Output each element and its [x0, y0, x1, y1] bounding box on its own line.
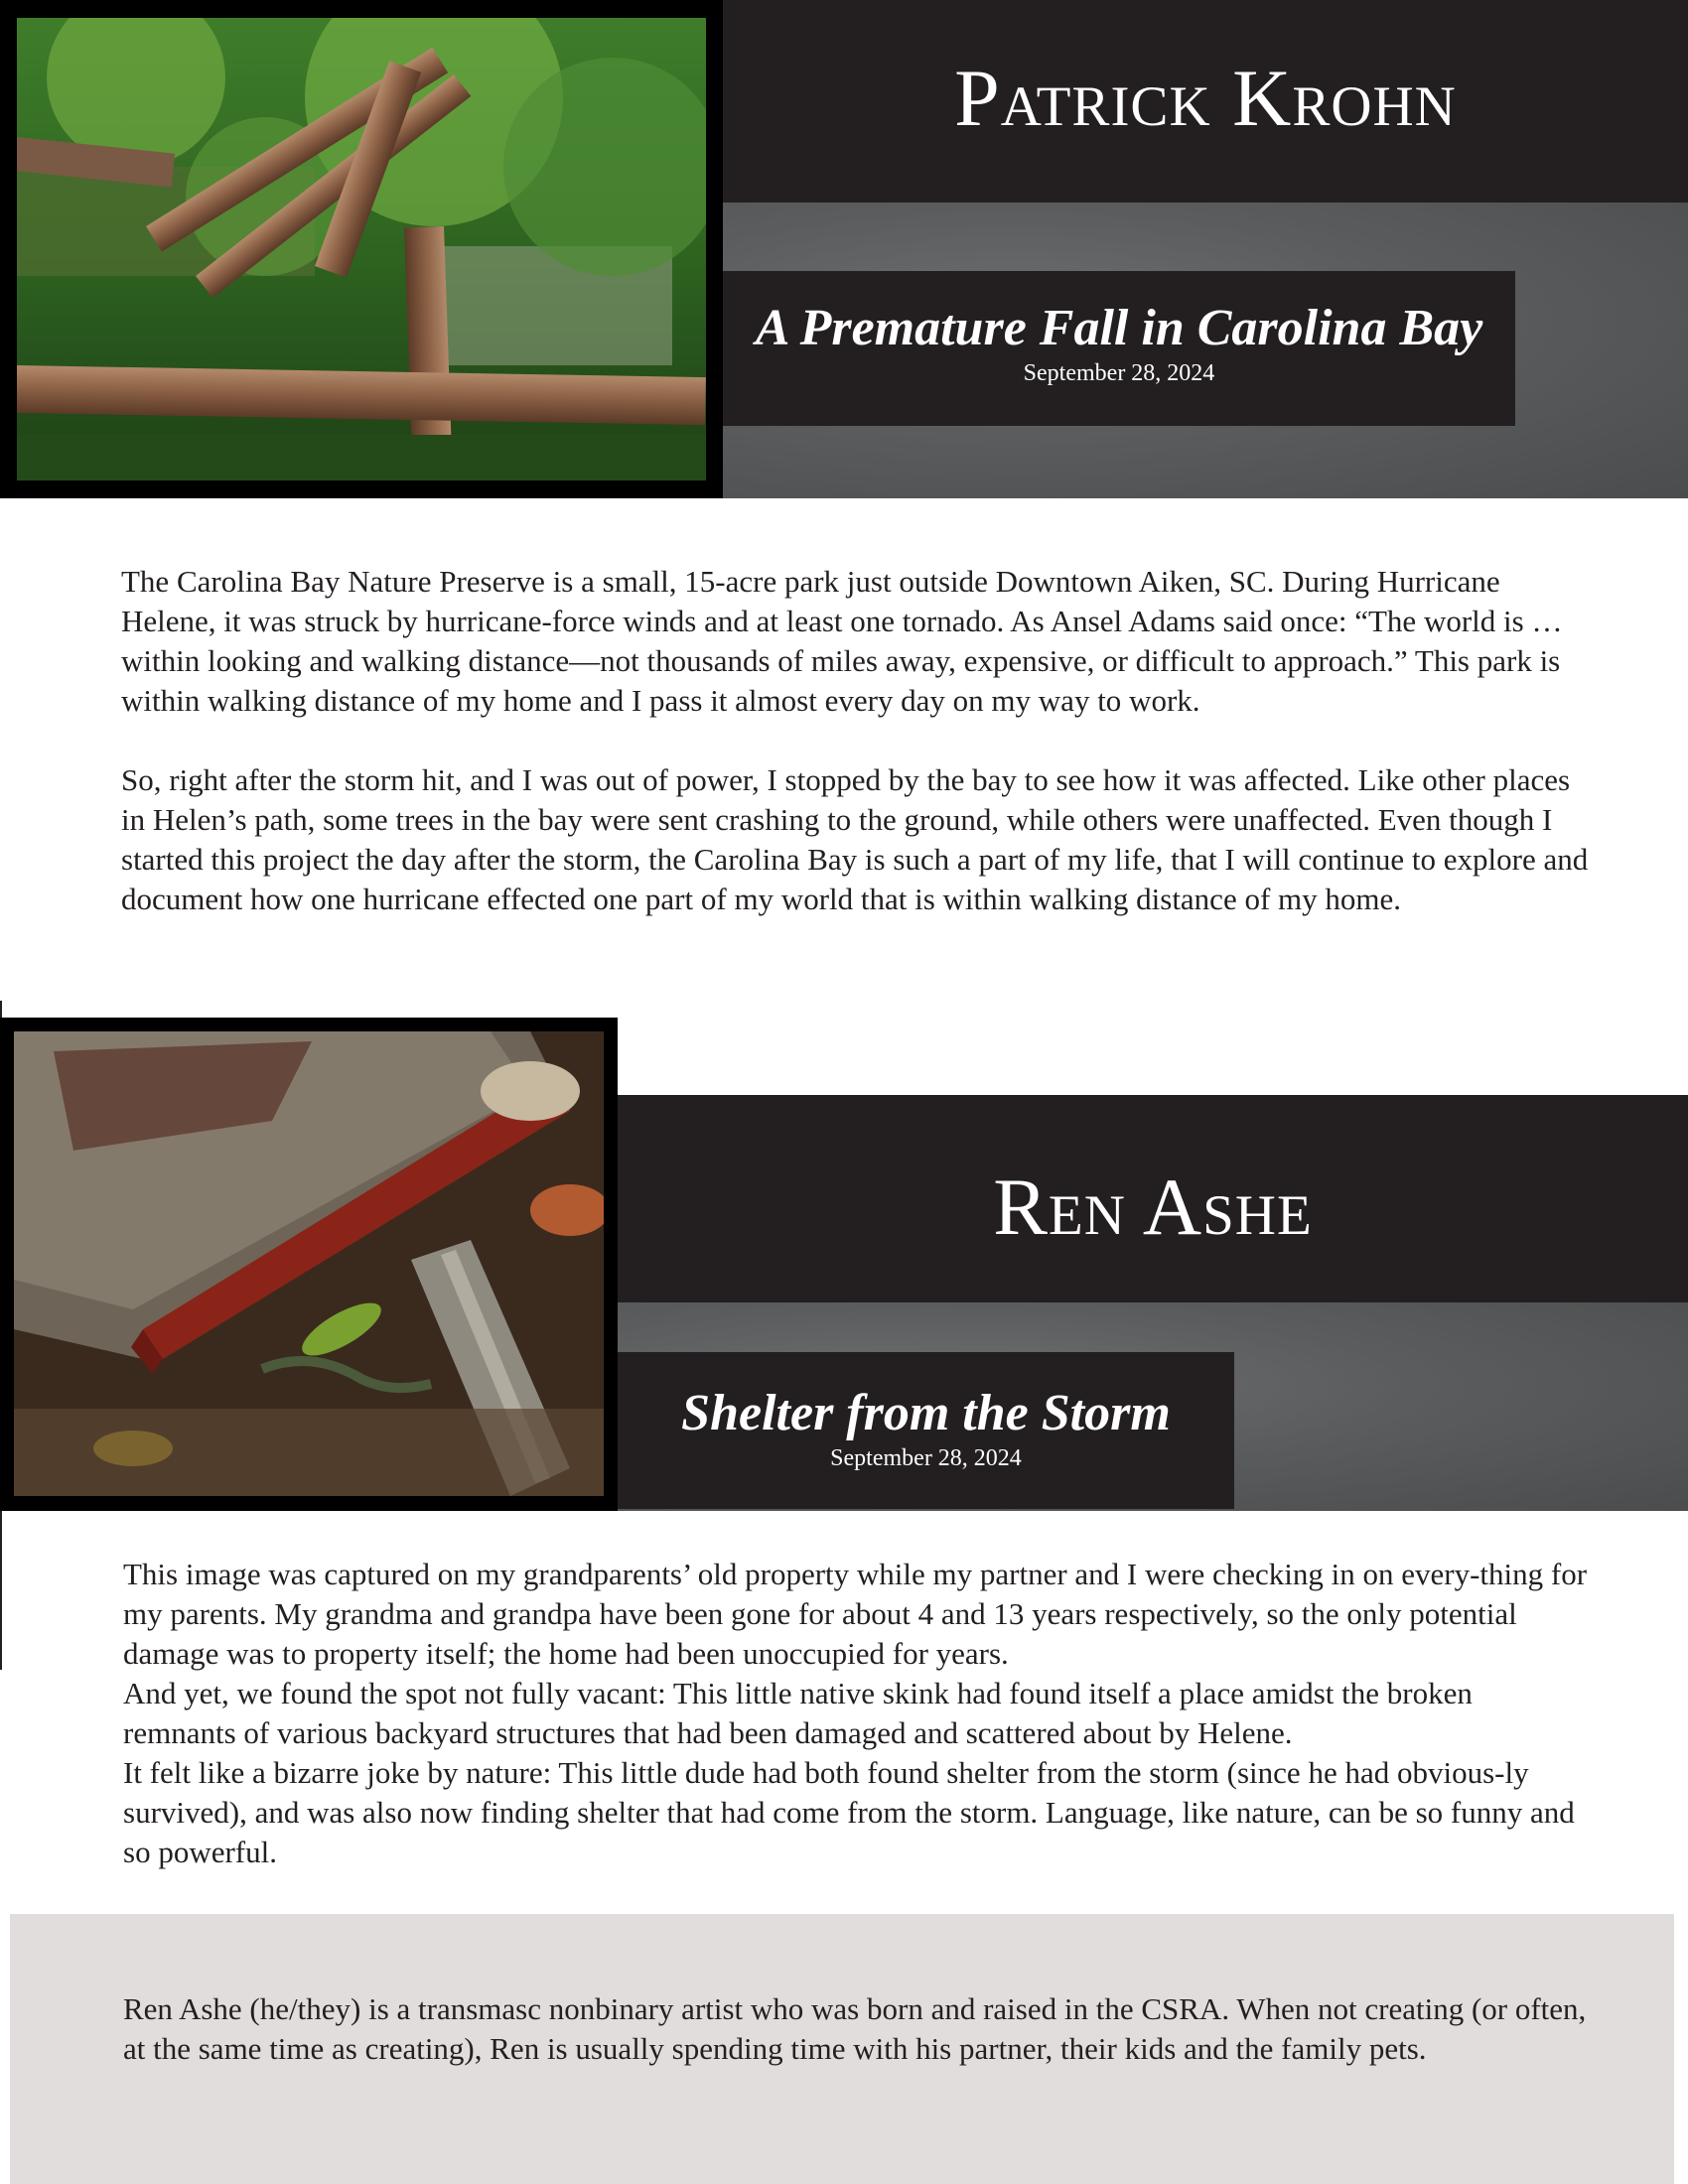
artist2-paragraph-1: This image was captured on my grandparents’ old property while my partner and I were checking in on every-thing for my parents. My grandma and grandpa have been gone for about 4 and 13 years respectively, so the only potential damage was to property itself; the home had been unoccupied for years. [123, 1557, 1588, 1671]
artist1-statement [121, 562, 1591, 919]
artist2-bio-box [10, 1914, 1674, 2184]
artist1-photo-frame [0, 0, 723, 498]
artist2-name: Ren Ashe [993, 1161, 1313, 1252]
artist1-title-box [723, 271, 1515, 426]
artist2-bio: Ren Ashe (he/they) is a transmasc nonbinary artist who was born and raised in the CSRA. When not creating (or often, at the same time as creating), Ren is usually spending time with his partner, their kids and the family pets. [123, 1991, 1587, 2066]
artist1-name: Patrick Krohn [954, 53, 1457, 143]
artist2-title-box [618, 1352, 1234, 1509]
artist1-paragraph-2: So, right after the storm hit, and I was out of power, I stopped by the bay to see how it was affected. Like other places in Helen’s path, some trees in the bay were sent crashing to the ground, while others were unaffected. Even though I started this project the day after the storm, the Carolina Bay is such a part of my life, that I will continue to explore and document how one hurricane effected one part of my world that is within walking distance of my home. [121, 762, 1589, 916]
artist1-paragraph-1: The Carolina Bay Nature Preserve is a small, 15-acre park just outside Downtown Aiken, SC. During Hurricane Helene, it was struck by hurricane-force winds and at least one tornado. As Ansel Adams said once: “The world is … within looking and walking distance—not thousands of miles away, expensive, or difficult to approach.” This park is within walking distance of my home and I pass it almost every day on my way to work. [121, 564, 1563, 718]
skink-in-debris-photo [14, 1031, 604, 1496]
skink-debris-scene-icon [14, 1031, 604, 1496]
artist2-paragraph-2: And yet, we found the spot not fully vacant: This little native skink had found itself a place amidst the broken remnants of various backyard structures that had been damaged and scattered about by Helene. [123, 1676, 1473, 1750]
artist2-statement [123, 1555, 1593, 1872]
forest-scene-icon [17, 18, 706, 480]
artist2-artwork-date: September 28, 2024 [830, 1445, 1022, 1471]
artist1-artwork-title: A Premature Fall in Carolina Bay [755, 300, 1483, 356]
fallen-pine-trees-photo [17, 18, 706, 480]
artist2-paragraph-3: It felt like a bizarre joke by nature: This little dude had both found shelter from the storm (since he had obvious-ly survived), and was also now finding shelter that had come from the storm. Language, like nature, can be so funny and so powerful. [123, 1755, 1575, 1869]
artist1-artwork-date: September 28, 2024 [1023, 360, 1215, 386]
artist2-artwork-title: Shelter from the Storm [681, 1385, 1171, 1441]
artist2-photo-frame [0, 1018, 618, 1511]
